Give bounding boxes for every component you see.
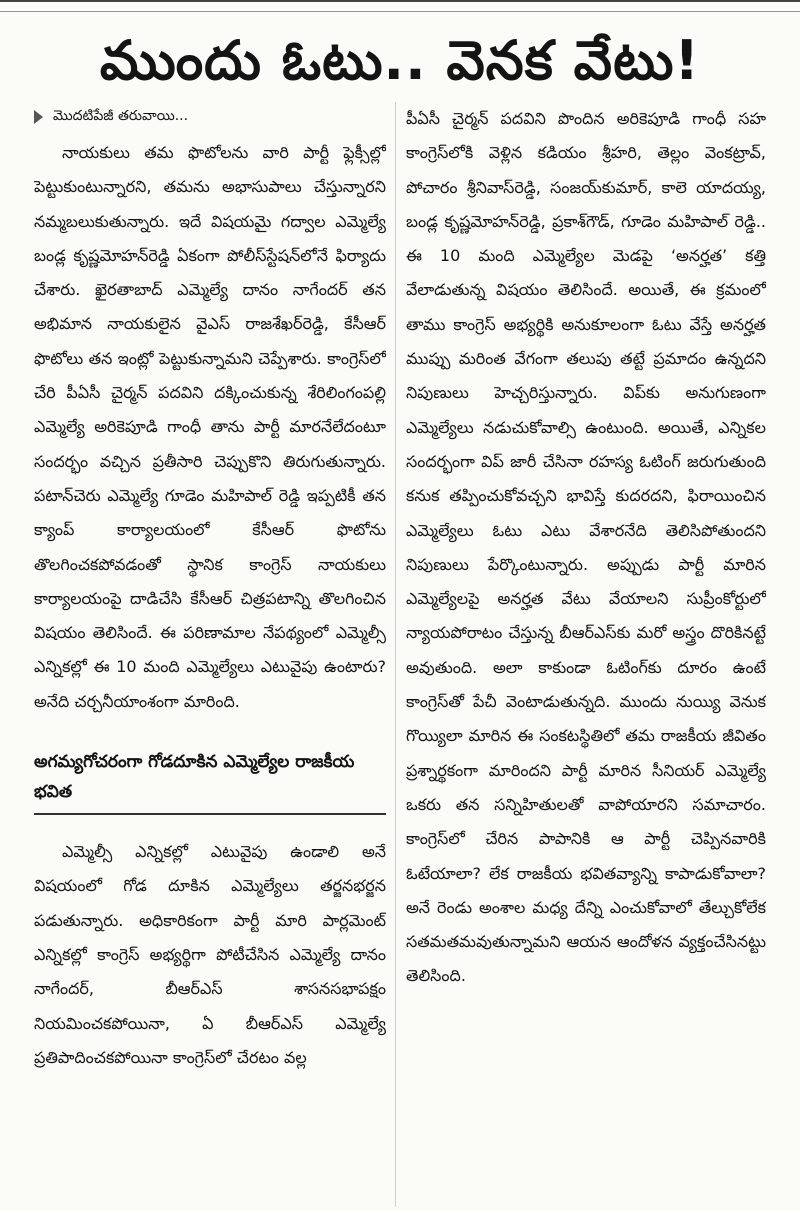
kicker-text: మొదటిపేజీ తరువాయి... <box>53 107 189 124</box>
continuation-kicker <box>34 102 386 132</box>
column-divider <box>395 102 396 1207</box>
right-column <box>406 102 766 1207</box>
top-rule <box>0 0 800 12</box>
left-column <box>34 102 386 1207</box>
arrow-right-icon <box>34 110 43 124</box>
right-paragraph-1: పీఏసీ చైర్మన్ పదవిని పొందిన అరికెపూడి గాంధీ సహ కాంగ్రెస్‌లోకి వెళ్లిన కడియం శ్రీహరి, తెల్లం వెంకట్రావ్, పోచారం శ్రీనివాస్‌రెడ్డి, సంజయ్‌కుమార్, కాలె యాదయ్య, బండ్ల కృష్ణమోహన్‌రెడ్డి, ప్రకాశ్‌గౌడ్, గూడెం మహిపాల్ రెడ్డి.. ఈ 10 మంది ఎమ్మెల్యేల మెడపై ‘అనర్హత’ కత్తి వేలాడుతున్న విషయం తెలిసిందే. అయితే, ఈ క్రమంలో తాము కాంగ్రెస్ అభ్యర్థికి అనుకూలంగా ఓటు వేస్తే అనర్హత ముప్పు మరింత వేగంగా తలుపు తట్టే ప్రమాదం ఉన్నదని నిపుణులు హెచ్చరిస్తున్నారు. విప్‌కు అనుగుణంగా ఎమ్మెల్యేలు నడుచుకోవాల్సి ఉంటుంది. అయితే, ఎన్నికల సందర్భంగా విప్ జారీ చేసినా రహస్య ఓటింగ్ జరుగుతుంది కనుక తప్పించుకోవచ్చని భావిస్తే కుదరదని, ఫిరాయించిన ఎమ్మెల్యేలు ఓటు ఎటు వేశారనేది తెలిసిపోతుందని నిపుణులు పేర్కొంటున్నారు. అప్పుడు పార్టీ మారిన ఎమ్మెల్యేలపై అనర్హత వేటు వేయాలని సుప్రీంకోర్టులో న్యాయపోరాటం చేస్తున్న బీఆర్‌ఎస్‌కు మరో అస్త్రం దొరికినట్టే అవుతుంది. అలా కాకుండా ఓటింగ్‌కు దూరం ఉంటే కాంగ్రెస్‌తో పేచీ వెంటాడుతున్నది. ముందు నుయ్యి వెనుక గొయ్యిలా మారిన ఈ సంకటస్థితిలో తమ రాజకీయ జీవితం ప్రశ్నార్థకంగా మారిందని పార్టీ మారిన సీనియర్ ఎమ్మెల్యే ఒకరు తన సన్నిహితులతో వాపోయారని సమాచారం. కాంగ్రెస్‌లో చేరిన పాపానికి ఆ పార్టీ చెప్పినవారికి ఓటేయాలా? లేక రాజకీయ భవితవ్యాన్ని కాపాడుకోవాలా? అనే రెండు అంశాల మధ్య దేన్ని ఎంచుకోవాలో తేల్చుకోలేక సతమతమవుతున్నామని ఆయన ఆందోళన వ్యక్తంచేసినట్టు తెలిసింది. <box>406 109 766 986</box>
headline: ముందు ఓటు.. వెనక వేటు! <box>99 29 701 92</box>
subheading: అగమ్యగోచరంగా గోడదూకిన ఎమ్మెల్యేల రాజకీయ భవిత <box>34 747 386 815</box>
left-paragraph-2: ఎమ్మెల్సీ ఎన్నికల్లో ఎటువైపు ఉండాలి అనే విషయంలో గోడ దూకిన ఎమ్మెల్యేలు తర్జనభర్జన పడుతున్నారు. అధికారికంగా పార్టీ మారి పార్లమెంట్ ఎన్నికల్లో కాంగ్రెస్ అభ్యర్థిగా పోటీచేసిన ఎమ్మెల్యే దానం నాగేందర్, బీఆర్‌ఎస్ శాసనసభాపక్షం నియమించకపోయినా, ఏ బీఆర్‌ఎస్ ఎమ్మెల్యే ప్రతిపాదించకపోయినా కాంగ్రెస్‌లో చేరటం వల్ల <box>34 842 386 1067</box>
left-paragraph-1: నాయకులు తమ ఫొటోలను వారి పార్టీ ఫ్లెక్సీల్లో పెట్టుకుంటున్నారని, తమను అభాసుపాలు చేస్తున్నారని నమ్మబలుకుతున్నారు. ఇదే విషయమై గద్వాల ఎమ్మెల్యే బండ్ల కృష్ణమోహన్‌రెడ్డి ఏకంగా పోలీస్‌స్టేషన్‌లోనే ఫిర్యాదు చేశారు. ఖైరతాబాద్ ఎమ్మెల్యే దానం నాగేందర్ తన అభిమాన నాయకులైన వైఎస్ రాజశేఖర్‌రెడ్డి, కేసీఆర్ ఫొటోలు తన ఇంట్లో పెట్టుకున్నామని చెప్పేశారు. కాంగ్రెస్‌లో చేరి పీఏసీ చైర్మన్ పదవిని దక్కించుకున్న శేరిలింగంపల్లి ఎమ్మెల్యే అరికెపూడి గాంధీ తాను పార్టీ మారనేలేదంటూ సందర్భం వచ్చిన ప్రతీసారి చెప్పుకొని తిరుగుతున్నారు. పటాన్‌చెరు ఎమ్మెల్యే గూడెం మహిపాల్ రెడ్డి ఇప్పటికీ తన క్యాంప్ కార్యాలయంలో కేసీఆర్ ఫొటోను తొలగించకపోవడంతో స్థానిక కాంగ్రెస్ నాయకులు కార్యాలయంపై దాడిచేసి కేసీఆర్ చిత్రపటాన్ని తొలగించిన విషయం తెలిసిందే. ఈ పరిణామాల నేపథ్యంలో ఎమ్మెల్సీ ఎన్నికల్లో ఈ 10 మంది ఎమ్మెల్యేలు ఎటువైపు ఉంటారు? అనేది చర్చనీయాంశంగా మారింది. <box>34 143 386 711</box>
